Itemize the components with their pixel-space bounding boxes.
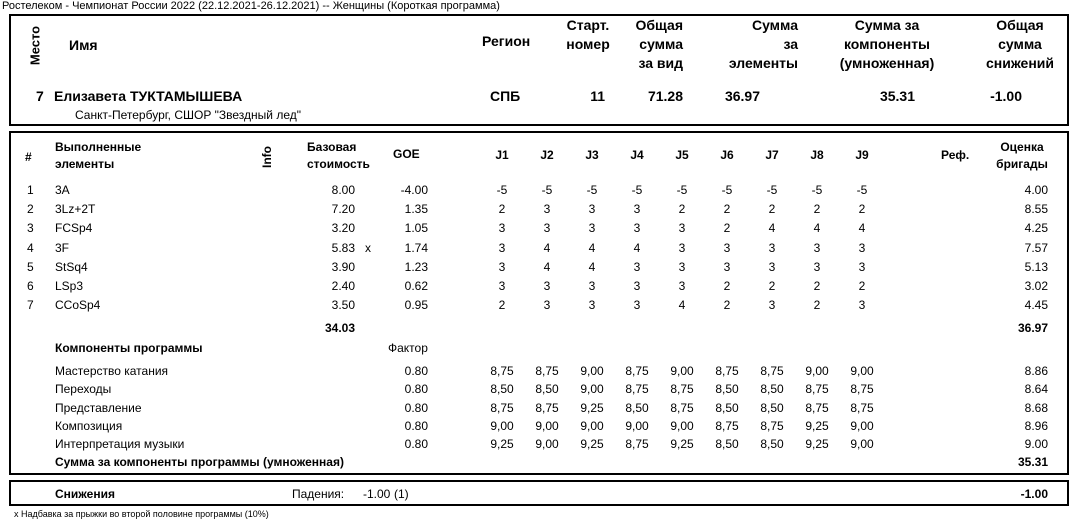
elements-sum-header xyxy=(710,16,798,73)
component-judge-mark: 9,00 xyxy=(580,364,604,378)
component-judge-mark: 8,50 xyxy=(715,382,739,397)
component-judge-mark: 9,00 xyxy=(625,418,649,433)
element-judge-mark: 3 xyxy=(633,279,641,293)
judge-header-2: J2 xyxy=(540,148,554,162)
element-judge-mark: 2 xyxy=(723,202,731,217)
component-judge-mark: 8,75 xyxy=(715,418,739,433)
element-panel-score: 5.13 xyxy=(1024,259,1048,274)
element-judge-mark: 4 xyxy=(588,240,596,255)
element-code: 3A xyxy=(55,183,70,197)
element-judge-mark: 2 xyxy=(498,298,506,313)
component-score: 8.86 xyxy=(1024,364,1048,378)
component-judge-mark: 9,25 xyxy=(580,400,604,415)
score-header-line2: бригады xyxy=(996,157,1048,171)
element-code: LSp3 xyxy=(55,279,84,293)
component-judge-mark: 8,50 xyxy=(760,437,784,452)
factor-header: Фактор xyxy=(388,341,428,355)
element-judge-mark: 2 xyxy=(813,279,821,293)
component-judge-mark: 8,75 xyxy=(625,437,649,452)
component-name: Представление xyxy=(55,400,142,415)
comp-header-line2: компоненты xyxy=(843,36,931,52)
component-judge-mark: 8,50 xyxy=(535,382,559,397)
element-panel-score: 4.45 xyxy=(1024,298,1048,313)
component-judge-mark: 8,50 xyxy=(715,437,739,452)
component-score: 8.64 xyxy=(1024,382,1048,397)
component-name: Переходы xyxy=(55,382,112,397)
start-header-line2: номер xyxy=(566,36,610,52)
component-judge-mark: 9,00 xyxy=(580,382,604,397)
deductions-total: -1.00 xyxy=(1020,487,1048,501)
elem-header-line2: за xyxy=(783,36,798,52)
element-panel-score: 3.02 xyxy=(1024,279,1048,293)
element-code: 3Lz+2T xyxy=(55,202,96,217)
base-header-line1: Базовая xyxy=(307,140,357,154)
score-header-line1: Оценка xyxy=(1000,140,1044,154)
component-judge-mark: 9,25 xyxy=(580,437,604,452)
ref-header: Реф. xyxy=(941,148,970,162)
component-judge-mark: 8,75 xyxy=(625,382,649,397)
component-judge-mark: 8,75 xyxy=(490,364,514,378)
element-judge-mark: 4 xyxy=(813,221,821,236)
component-judge-mark: 9,00 xyxy=(580,418,604,433)
component-judge-mark: 8,75 xyxy=(535,400,559,415)
component-judge-mark: 8,75 xyxy=(535,364,559,378)
element-judge-mark: 3 xyxy=(768,240,776,255)
element-judge-mark: 3 xyxy=(498,259,506,274)
ded-header-line2: сумма xyxy=(998,36,1042,52)
element-judge-mark: 3 xyxy=(678,259,686,274)
components-total: 35.31 xyxy=(1017,455,1048,469)
falls-label: Падения: xyxy=(292,487,345,501)
element-judge-mark: 3 xyxy=(858,259,866,274)
judge-header-9: J9 xyxy=(855,148,869,162)
element-num: 4 xyxy=(27,240,34,255)
elements-total: 36.97 xyxy=(1017,321,1048,335)
element-goe: -4.00 xyxy=(400,183,428,197)
judge-header-6: J6 xyxy=(720,148,734,162)
element-judge-mark: 3 xyxy=(543,298,551,313)
element-judge-mark: 3 xyxy=(633,221,641,236)
component-judge-mark: 9,00 xyxy=(850,364,874,378)
component-judge-mark: 8,75 xyxy=(670,382,694,397)
component-judge-mark: 9,00 xyxy=(670,418,694,433)
judge-header-3: J3 xyxy=(585,148,599,162)
element-judge-mark: 4 xyxy=(588,259,596,274)
component-factor: 0.80 xyxy=(404,437,428,452)
element-judge-mark: 3 xyxy=(588,221,596,236)
component-judge-mark: 8,75 xyxy=(850,382,874,397)
component-judge-mark: 8,75 xyxy=(760,364,784,378)
element-judge-mark: 3 xyxy=(768,298,776,313)
base-header-line2: стоимость xyxy=(307,157,370,171)
elem-header-line3: элементы xyxy=(728,55,798,71)
component-factor: 0.80 xyxy=(404,418,428,433)
element-base-value: 2.40 xyxy=(331,279,355,293)
component-judge-mark: 8,75 xyxy=(490,400,514,415)
component-judge-mark: 8,50 xyxy=(625,400,649,415)
component-judge-mark: 8,50 xyxy=(490,382,514,397)
element-code: 3F xyxy=(55,240,70,255)
components-sum-header xyxy=(832,16,942,73)
component-judge-mark: 9,25 xyxy=(490,437,514,452)
component-judge-mark: 9,00 xyxy=(805,364,829,378)
element-base-value: 3.50 xyxy=(331,298,355,313)
skater-total-score: 71.28 xyxy=(647,88,683,104)
element-code: FCSp4 xyxy=(55,221,93,236)
num-header: # xyxy=(25,150,32,164)
falls-count: (1) xyxy=(394,487,409,501)
component-judge-mark: 9,00 xyxy=(535,418,559,433)
component-judge-mark: 8,75 xyxy=(805,400,829,415)
element-judge-mark: 3 xyxy=(678,240,686,255)
deductions-sum-header xyxy=(972,16,1068,73)
element-goe: 1.35 xyxy=(404,202,428,217)
element-judge-mark: 2 xyxy=(813,202,821,217)
component-name: Мастерство катания xyxy=(55,364,169,378)
skater-components-score: 35.31 xyxy=(879,88,915,104)
element-judge-mark: 2 xyxy=(723,279,731,293)
element-judge-mark: -5 xyxy=(721,183,733,197)
element-judge-mark: -5 xyxy=(496,183,508,197)
element-judge-mark: 2 xyxy=(813,298,821,313)
elements-header xyxy=(55,139,141,173)
element-judge-mark: 4 xyxy=(768,221,776,236)
element-judge-mark: 3 xyxy=(498,221,506,236)
element-judge-mark: -5 xyxy=(541,183,553,197)
element-base-value: 7.20 xyxy=(331,202,355,217)
comp-header-line3: (умноженная) xyxy=(839,55,935,71)
element-num: 1 xyxy=(27,183,34,197)
skater-club: Санкт-Петербург, СШОР "Звездный лед" xyxy=(75,108,302,122)
element-judge-mark: 3 xyxy=(858,298,866,313)
element-judge-mark: 3 xyxy=(633,259,641,274)
element-judge-mark: 4 xyxy=(543,259,551,274)
base-value-header xyxy=(307,139,370,173)
panel-score-header xyxy=(985,139,1059,173)
component-judge-mark: 9,00 xyxy=(850,418,874,433)
element-judge-mark: -5 xyxy=(811,183,823,197)
element-judge-mark: 4 xyxy=(858,221,866,236)
total-score-header xyxy=(620,16,683,73)
judge-header-5: J5 xyxy=(675,148,689,162)
element-judge-mark: 3 xyxy=(723,240,731,255)
component-judge-mark: 9,25 xyxy=(805,437,829,452)
component-judge-mark: 9,00 xyxy=(670,364,694,378)
element-judge-mark: 3 xyxy=(633,298,641,313)
element-judge-mark: 2 xyxy=(498,202,506,217)
element-panel-score: 8.55 xyxy=(1024,202,1048,217)
element-panel-score: 7.57 xyxy=(1024,240,1048,255)
total-header-line2: сумма xyxy=(639,36,683,52)
judge-header-7: J7 xyxy=(765,148,779,162)
element-judge-mark: 3 xyxy=(543,279,551,293)
component-judge-mark: 9,25 xyxy=(670,437,694,452)
element-code: CCoSp4 xyxy=(55,298,101,313)
skater-deductions: -1.00 xyxy=(990,88,1022,104)
element-judge-mark: 2 xyxy=(858,279,866,293)
start-number-header xyxy=(555,16,621,54)
judge-header-1: J1 xyxy=(495,148,509,162)
base-value-total: 34.03 xyxy=(324,321,355,335)
element-judge-mark: 3 xyxy=(588,279,596,293)
element-base-value: 8.00 xyxy=(331,183,355,197)
element-info: x xyxy=(365,240,371,255)
elements-header-line1: Выполненные xyxy=(55,140,142,154)
element-base-value: 5.83 xyxy=(331,240,355,255)
total-header-line1: Общая xyxy=(635,17,683,33)
element-panel-score: 4.25 xyxy=(1024,221,1048,236)
event-title: Ростелеком - Чемпионат России 2022 (22.12.2021-26.12.2021) -- Женщины (Короткая программа) xyxy=(2,0,500,12)
element-judge-mark: 3 xyxy=(678,279,686,293)
component-judge-mark: 9,25 xyxy=(805,418,829,433)
falls-value: -1.00 xyxy=(363,487,391,501)
components-header: Компоненты программы xyxy=(55,341,203,355)
element-judge-mark: 3 xyxy=(858,240,866,255)
element-judge-mark: -5 xyxy=(586,183,598,197)
element-judge-mark: 2 xyxy=(768,202,776,217)
components-total-label: Сумма за компоненты программы (умноженная) xyxy=(55,455,344,469)
component-judge-mark: 8,75 xyxy=(715,364,739,378)
component-name: Интерпретация музыки xyxy=(55,437,185,452)
component-score: 8.68 xyxy=(1024,400,1048,415)
component-judge-mark: 8,75 xyxy=(625,364,649,378)
element-goe: 0.62 xyxy=(404,279,428,293)
element-judge-mark: 2 xyxy=(768,279,776,293)
component-judge-mark: 9,00 xyxy=(490,418,514,433)
skater-name: Елизавета ТУКТАМЫШЕВА xyxy=(54,88,243,104)
element-goe: 1.23 xyxy=(404,259,428,274)
element-base-value: 3.90 xyxy=(331,259,355,274)
component-factor: 0.80 xyxy=(404,400,428,415)
component-judge-mark: 8,50 xyxy=(760,382,784,397)
element-judge-mark: -5 xyxy=(676,183,688,197)
element-judge-mark: 3 xyxy=(498,279,506,293)
component-factor: 0.80 xyxy=(404,382,428,397)
element-judge-mark: 2 xyxy=(723,221,731,236)
region-header: Регион xyxy=(482,33,531,49)
element-judge-mark: 3 xyxy=(588,202,596,217)
deductions-box xyxy=(9,480,1069,506)
rank-header: Место xyxy=(27,25,43,66)
component-score: 8.96 xyxy=(1024,418,1048,433)
element-judge-mark: -5 xyxy=(856,183,868,197)
info-header: Info xyxy=(260,146,274,168)
element-num: 3 xyxy=(27,221,34,236)
component-judge-mark: 8,75 xyxy=(850,400,874,415)
skater-region: СПБ xyxy=(490,88,521,104)
element-num: 6 xyxy=(27,279,34,293)
element-goe: 0.95 xyxy=(404,298,428,313)
skater-rank: 7 xyxy=(36,88,44,104)
element-judge-mark: 3 xyxy=(678,221,686,236)
deductions-label: Снижения xyxy=(55,487,115,501)
element-judge-mark: 4 xyxy=(543,240,551,255)
element-judge-mark: -5 xyxy=(631,183,643,197)
judge-header-8: J8 xyxy=(810,148,824,162)
element-judge-mark: 4 xyxy=(678,298,686,313)
element-judge-mark: 3 xyxy=(498,240,506,255)
element-judge-mark: 3 xyxy=(543,202,551,217)
footnote: x Надбавка за прыжки во второй половине программы (10%) xyxy=(14,509,269,519)
element-judge-mark: 3 xyxy=(813,259,821,274)
element-judge-mark: 2 xyxy=(678,202,686,217)
component-factor: 0.80 xyxy=(404,364,428,378)
component-judge-mark: 8,75 xyxy=(805,382,829,397)
element-judge-mark: 3 xyxy=(588,298,596,313)
start-header-line1: Старт. xyxy=(566,17,610,33)
total-header-line3: за вид xyxy=(638,55,683,71)
comp-header-line1: Сумма за xyxy=(854,17,920,33)
elements-header-line2: элементы xyxy=(55,157,115,171)
element-goe: 1.05 xyxy=(404,221,428,236)
element-judge-mark: 4 xyxy=(633,240,641,255)
element-judge-mark: 3 xyxy=(813,240,821,255)
ded-header-line1: Общая xyxy=(996,17,1044,33)
component-judge-mark: 9,00 xyxy=(535,437,559,452)
element-judge-mark: 3 xyxy=(723,259,731,274)
skater-elements-score: 36.97 xyxy=(724,88,760,104)
element-code: StSq4 xyxy=(55,259,88,274)
name-header: Имя xyxy=(69,37,98,53)
element-num: 5 xyxy=(27,259,34,274)
element-judge-mark: 2 xyxy=(723,298,731,313)
goe-header: GOE xyxy=(393,147,420,161)
component-judge-mark: 8,75 xyxy=(760,418,784,433)
component-name: Композиция xyxy=(55,418,123,433)
element-judge-mark: -5 xyxy=(766,183,778,197)
element-panel-score: 4.00 xyxy=(1024,183,1048,197)
component-judge-mark: 8,50 xyxy=(760,400,784,415)
element-base-value: 3.20 xyxy=(331,221,355,236)
skater-start-number: 11 xyxy=(590,88,605,104)
component-judge-mark: 8,50 xyxy=(715,400,739,415)
element-judge-mark: 2 xyxy=(858,202,866,217)
element-judge-mark: 3 xyxy=(543,221,551,236)
elem-header-line1: Сумма xyxy=(751,17,798,33)
element-goe: 1.74 xyxy=(404,240,428,255)
judge-header-4: J4 xyxy=(630,148,644,162)
element-judge-mark: 3 xyxy=(768,259,776,274)
ded-header-line3: снижений xyxy=(985,55,1055,71)
component-judge-mark: 8,75 xyxy=(670,400,694,415)
element-num: 2 xyxy=(27,202,34,217)
element-num: 7 xyxy=(27,298,34,313)
component-judge-mark: 9,00 xyxy=(850,437,874,452)
element-judge-mark: 3 xyxy=(633,202,641,217)
component-score: 9.00 xyxy=(1024,437,1048,452)
